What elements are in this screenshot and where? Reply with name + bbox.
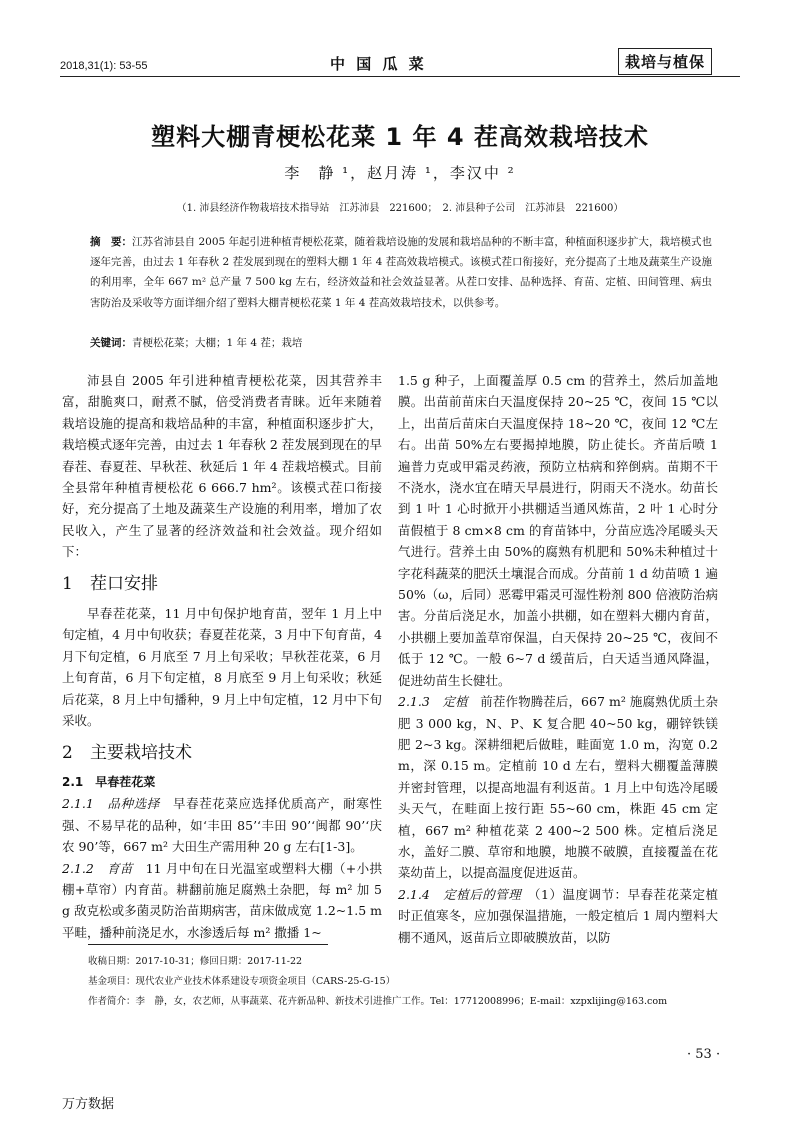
subsection-2-1-heading: 2.1 早春茬花菜 [62,774,156,789]
subsection-2-1-4-label: 2.1.4 定植后的管理 [398,886,522,902]
paper-title: 塑料大棚青梗松花菜 1 年 4 茬高效栽培技术 [151,123,649,151]
body-column-right [398,370,718,948]
subsection-2-1-2-label: 2.1.2 育苗 [62,860,133,876]
keywords-label: 关键词： [90,337,132,349]
footnote-rule [88,944,328,945]
subsection-2-1-3-label: 2.1.3 定植 [398,694,468,710]
abstract-label: 摘 要： [90,236,133,248]
subsection-2-1-4-text: （1）温度调节：早春茬花菜定植时正值寒冬，应加强保温措施，一般定植后 1 周内塑料大棚不通风，返苗后立即破膜放苗，以防 [398,886,718,945]
footnote-fund: 基金项目：现代农业产业技术体系建设专项资金项目（CARS-25-G-15） [88,976,396,987]
subsection-2-1-3-text: 前茬作物腾茬后，667 m² 施腐熟优质土杂肥 3 000 kg，N、P、K 复合肥 40~50 kg，硼锌铁镁肥 2~3 kg。深耕细耙后做畦，畦面宽 1.0 m，沟宽 0.2 m，深 0.15 m。定植前 10 d 左右，塑料大棚覆盖薄膜并密封管理，以提高地温有利返苗。1 月上中旬选冷尾暖头天气，在畦面上按行距 55~60 cm，株距 45 cm 定植，667 m² 种植花菜 2 400~2 500 株。定植后浇足水，盖好二膜、草帘和地膜，地膜不破膜，直接覆盖在花菜幼苗上，以提高温度促进返苗。 [398,694,718,881]
header-rule [60,76,740,77]
intro-paragraph: 沛县自 2005 年引进种植青梗松花菜，因其营养丰富，甜脆爽口，耐煮不腻，倍受消费者青睐。近年来随着栽培设施的提高和栽培品种的丰富，种植面积逐步扩大，栽培模式逐年完善，由过去 1 年春秋 2 茬发展到现在的早春茬、春夏茬、早秋茬、秋延后 1 年 4 茬栽培模式。目前全县常年种植青梗松花 6 666.7 hm²。该模式茬口衔接好，充分提高了土地及蔬菜生产设施的利用率，增加了农民收入，产生了显著的经济效益和社会效益。现介绍如下： [62,373,382,560]
subsection-2-1-2 [62,858,382,944]
footnote-dates: 收稿日期：2017-10-31；修回日期：2017-11-22 [88,956,303,967]
subsection-2-1-1-text: 早春茬花菜应选择优质高产，耐寒性强、不易早花的品种，如‘丰田 85’‘丰田 90’‘闽都 90’‘庆农 90’等，667 m² 大田生产需用种 20 g 左右[1-3]。 [62,796,382,855]
subsection-2-1-3 [398,691,718,884]
subsection-2-1-2-text: 11 月中旬在日光温室或塑料大棚（+小拱棚+草帘）内育苗。耕翻前施足腐熟土杂肥，每 m² 加 5 g 敌克松或多菌灵防治苗期病害，苗床做成宽 1.2~1.5 m 平畦，播种前浇足水，水渗透后每 m² 撒播 1~ [62,860,382,940]
journal-name: 中 国 瓜 菜 [330,55,427,73]
keywords-text: 青梗松花菜；大棚；1 年 4 茬；栽培 [132,337,303,349]
watermark-text: 万方数据 [62,1097,115,1112]
subsection-2-1-4 [398,884,718,948]
citation-header: 2018,31(1): 53-55 [60,60,148,72]
section-1-heading [62,574,382,595]
subsection-2-1-1-label: 2.1.1 品种选择 [62,796,160,812]
section-badge: 栽培与植保 [618,48,712,75]
subsection-2-1-2-continued: 1.5 g 种子，上面覆盖厚 0.5 cm 的营养土，然后加盖地膜。出苗前苗床白天温度保持 20~25 ℃，夜间 15 ℃以上，出苗后苗床白天温度保持 18~20 ℃，夜间 12 ℃左右。出苗 50%左右要揭掉地膜，防止徒长。齐苗后喷 1 遍普力克或甲霜灵药液，预防立枯病和猝倒病。苗期不干不浇水，浇水宜在晴天早晨进行，阴雨天不浇水。幼苗长到 1 叶 1 心时掀开小拱棚适当通风炼苗，2 叶 1 心时分苗假植于 8 cm×8 cm 的育苗钵中，分苗应选冷尾暖头天气进行。营养土由 50%的腐熟有机肥和 50%未种植过十字花科蔬菜的肥沃土壤混合而成。分苗前 1 d 幼苗喷 1 遍 50%（ω，后同）恶霉甲霜灵可湿性粉剂 800 倍液防治病害。分苗后浇足水，加盖小拱棚，如在塑料大棚内育苗，小拱棚上要加盖草帘保温，白天保持 20~25 ℃，夜间不低于 12 ℃。一般 6~7 d 缓苗后，白天适当通风降温，促进幼苗生长健壮。 [398,373,718,688]
section-1-paragraph: 早春茬花菜，11 月中旬保护地育苗，翌年 1 月上中旬定植，4 月中旬收获；春夏茬花菜，3 月中下旬育苗，4 月下旬定植，6 月底至 7 月上旬采收；早秋茬花菜，6 月上旬育苗，6 月下旬定植，8 月底至 9 月上旬采收；秋延后花菜，8 月上中旬播种，9 月上中旬定植，12 月中下旬采收。 [62,606,382,729]
abstract [90,232,712,313]
authors: 李 静 ¹，赵月涛 ¹，李汉中 ² [284,164,516,182]
section-2-heading [62,743,382,764]
page-number: · 53 · [687,1047,721,1062]
subsection-2-1-1 [62,793,382,857]
footnote-author: 作者简介：李 静，女，农艺师，从事蔬菜、花卉新品种、新技术引进推广工作。Tel：17712008996；E-mail：xzpxlijing@163.com [88,996,668,1007]
section-2-title: 主要栽培技术 [90,742,192,763]
keywords [90,333,712,353]
abstract-text: 江苏省沛县自 2005 年起引进种植青梗松花菜，随着栽培设施的发展和栽培品种的不断丰富，种植面积逐步扩大，栽培模式也逐年完善，由过去 1 年春秋 2 茬发展到现在的塑料大棚 1 年 4 茬高效栽培模式。该模式茬口衔接好，充分提高了土地及蔬菜生产设施的利用率，全年 667 m² 总产量 7 500 kg 左右，经济效益和社会效益显著。从茬口安排、品种选择、育苗、定植、田间管理、病虫害防治及采收等方面详细介绍了塑料大棚青梗松花菜 1 年 4 茬高效栽培技术，以供参考。 [90,236,712,309]
section-1-number: 1 [62,573,73,594]
section-2-number: 2 [62,742,73,763]
section-1-title: 茬口安排 [90,573,158,594]
body-column-left [62,370,382,943]
affiliations: （1. 沛县经济作物栽培技术指导站 江苏沛县 221600； 2. 沛县种子公司 江苏沛县 221600） [176,203,624,214]
